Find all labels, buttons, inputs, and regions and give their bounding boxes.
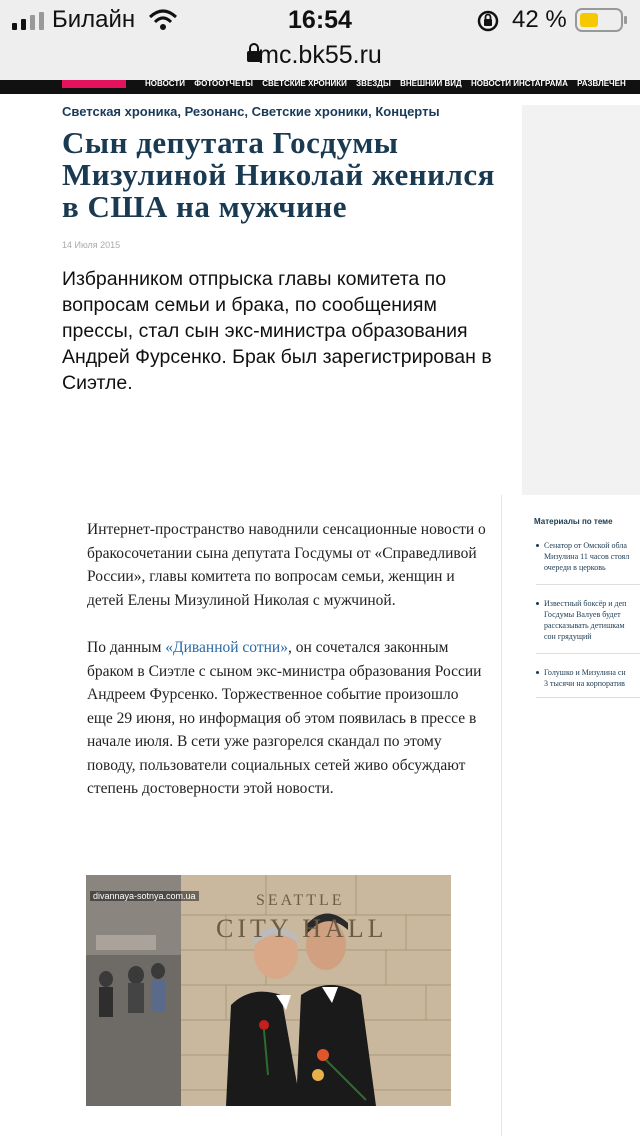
source-link[interactable]: «Диванной сотни» xyxy=(165,639,288,656)
nav-item-society-chronicles[interactable]: СВЕТСКИЕ ХРОНИКИ xyxy=(262,80,347,88)
article-body xyxy=(87,518,487,825)
nav-item-appearance[interactable]: ВНЕШНИЙ ВИД xyxy=(400,80,462,88)
bullet-icon xyxy=(536,602,539,605)
site-navigation xyxy=(0,80,640,94)
wedding-photo-illustration xyxy=(86,875,451,1106)
related-item[interactable] xyxy=(536,540,640,574)
nav-item-photo-reports[interactable]: ФОТООТЧЕТЫ xyxy=(194,80,253,88)
article-categories: Светская хроника, Резонанс, Светские хроники, Концерты xyxy=(62,104,440,119)
divider xyxy=(536,584,640,585)
paragraph-text: , он сочетался законным браком в Сиэтле с сыном экс-министра образования России Андреем Фурсенко. Торжественное событие произошло еще 29 июня, но информация об этом появилась в прессе в начале июля. В сети уже разгорелся скандал по этому поводу, пользователи социальных сетей живо обсуждают степень достоверности этой новости. xyxy=(87,639,482,797)
ad-placeholder xyxy=(522,105,640,495)
category-link[interactable]: Светская хроника xyxy=(62,104,178,119)
bullet-icon xyxy=(536,671,539,674)
related-item-text: Известный боксёр и деп Госдумы Валуев будет рассказывать детишкам сон грядущий xyxy=(544,599,627,641)
battery-icon xyxy=(575,8,629,34)
site-logo[interactable] xyxy=(62,80,126,88)
category-link[interactable]: Резонанс xyxy=(184,104,245,119)
article-photo xyxy=(86,875,451,1106)
article-paragraph: Интернет-пространство наводнили сенсационные новости о бракосочетании сына депутата Госдумы от «Справедливой России», главы комитета по вопросам семьи, женщин и детей Елены Мизулиной Николая с мужчиной. xyxy=(87,521,486,609)
orientation-lock-icon xyxy=(476,9,500,33)
article-lead: Избранником отпрыска главы комитета по вопросам семьи и брака, по сообщениям прессы, стал сын экс-министра образования Андрей Фурсенко. Брак был зарегистрирован в Сиэтле. xyxy=(62,268,492,394)
related-item[interactable] xyxy=(536,667,640,690)
related-item-text: Голушко и Мизулина сн 3 тысячи на корпоратив xyxy=(544,668,626,688)
carrier-name: Билайн xyxy=(52,6,136,33)
divider xyxy=(536,653,640,654)
article-title: Сын депутата Госдумы Мизулиной Николай женился в США на мужчине xyxy=(62,125,495,224)
divider xyxy=(536,697,640,698)
clock: 16:54 xyxy=(288,6,352,34)
article-date: 14 Июля 2015 xyxy=(62,240,121,250)
bullet-icon xyxy=(536,544,539,547)
photo-sign-text: CITY HALL xyxy=(216,914,388,943)
nav-item-stars[interactable]: ЗВЕЗДЫ xyxy=(356,80,391,88)
nav-item-news[interactable]: НОВОСТИ xyxy=(145,80,186,88)
battery-percent: 42 % xyxy=(512,6,567,33)
category-link[interactable]: Светские хроники xyxy=(251,104,369,119)
article-paragraph xyxy=(87,636,487,801)
nav-item-entertainment[interactable]: РАЗВЛЕЧЕН xyxy=(577,80,626,88)
photo-watermark: divannaya-sotnya.com.ua xyxy=(90,891,199,901)
related-item[interactable] xyxy=(536,598,640,643)
browser-status-bar xyxy=(0,0,640,80)
nav-menu xyxy=(145,80,633,88)
related-title: Материалы по теме xyxy=(534,517,613,526)
photo-sign-text: SEATTLE xyxy=(256,892,345,909)
paragraph-text: По данным xyxy=(87,639,166,656)
nav-item-instagram-news[interactable]: НОВОСТИ ИНСТАГРАМА xyxy=(470,80,568,88)
column-divider xyxy=(501,495,502,1136)
related-item-text: Сенатор от Омской обла Мизулина 11 часов стоял очереди в церковь xyxy=(544,541,630,572)
category-link[interactable]: Концерты xyxy=(375,104,440,119)
url-bar[interactable]: mc.bk55.ru xyxy=(258,41,382,69)
